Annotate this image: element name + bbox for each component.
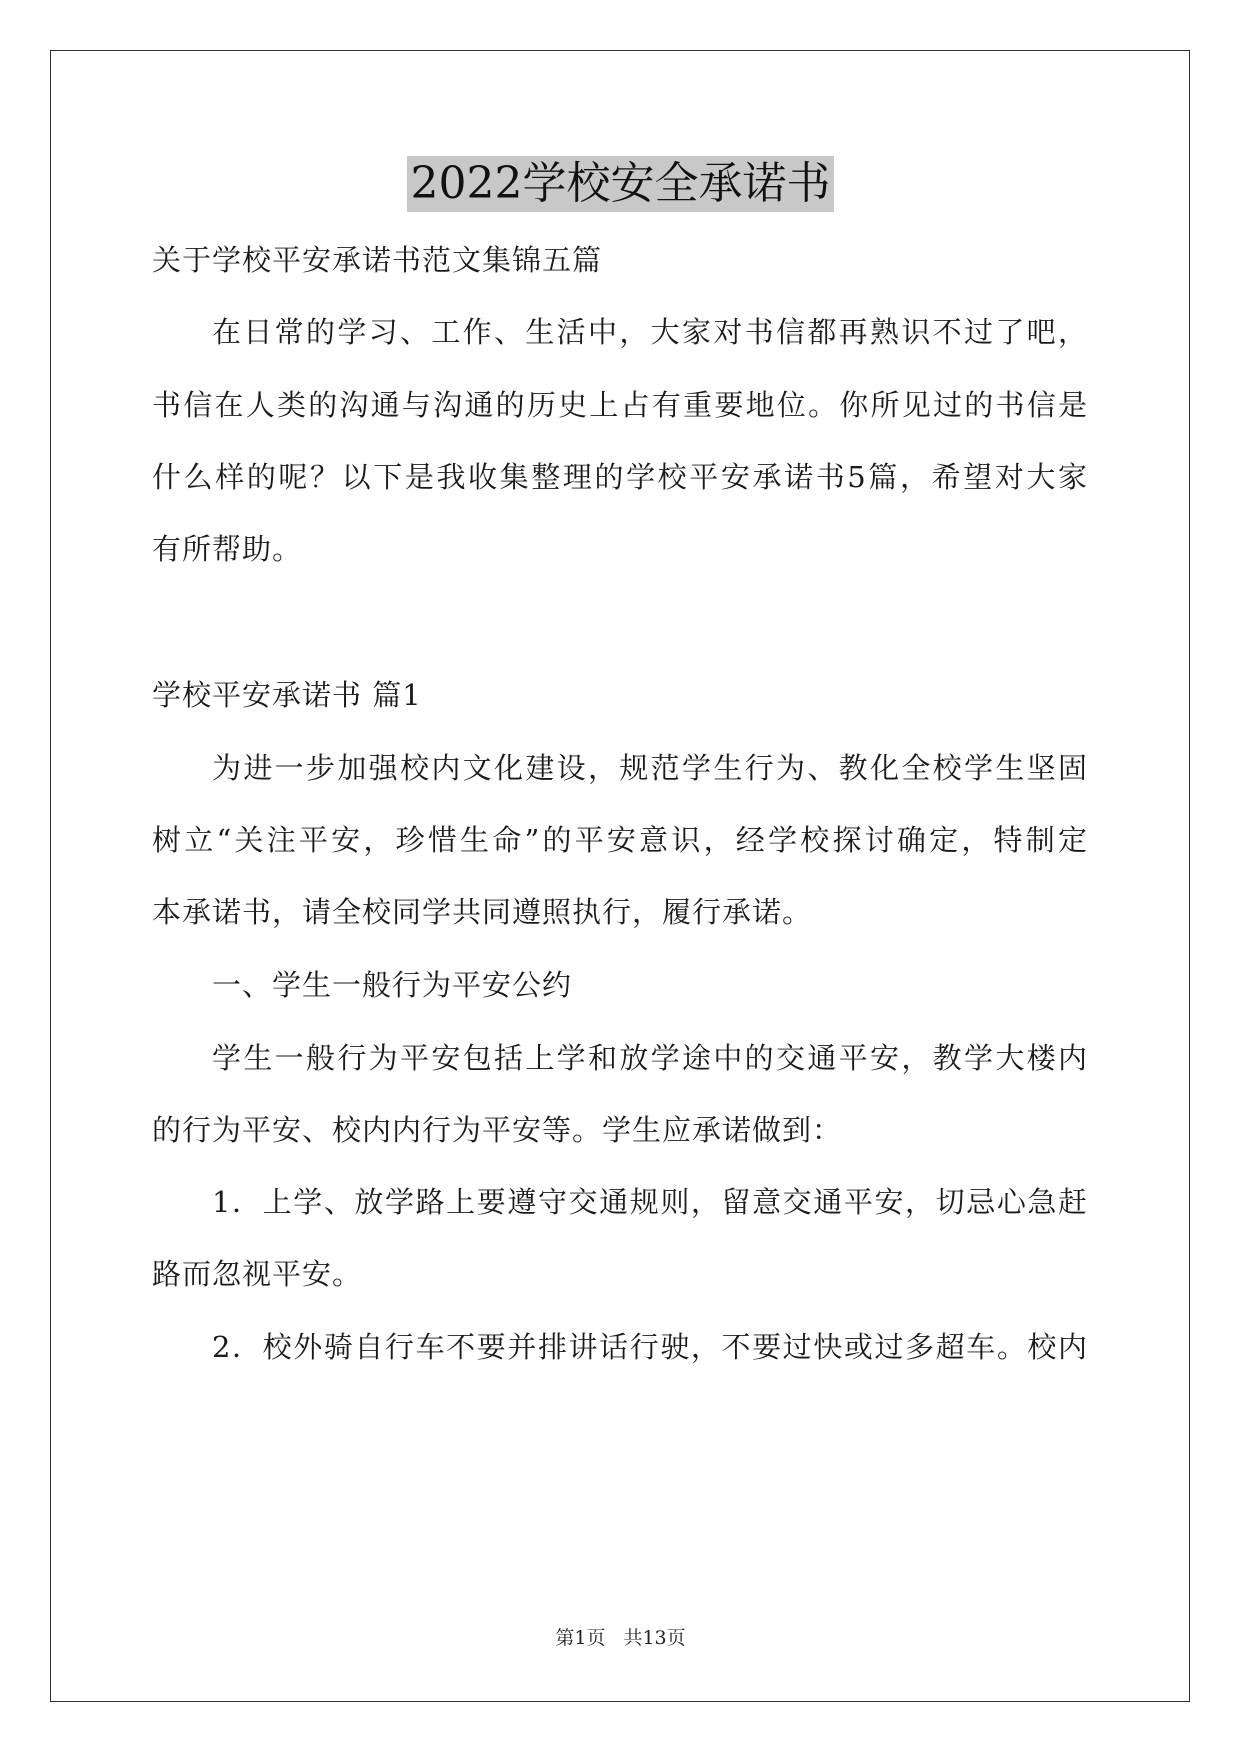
page-border [50, 50, 1190, 1702]
document-title: 2022学校安全承诺书 [407, 156, 835, 212]
subsection-heading: 一、学生一般行为平安公约 [212, 968, 573, 1002]
paragraph-line: 为进一步加强校内文化建设，规范学生行为、教化全校学生坚固 [212, 751, 1088, 785]
list-item-line: 2．校外骑自行车不要并排讲话行驶，不要过快或过多超车。校内 [212, 1330, 1088, 1364]
list-item-line: 路而忽视平安。 [152, 1257, 363, 1291]
document-subtitle: 关于学校平安承诺书范文集锦五篇 [152, 243, 603, 277]
page-number: 第1页 [555, 1627, 606, 1649]
page-total: 共13页 [623, 1627, 686, 1649]
paragraph-line: 书信在人类的沟通与沟通的历史上占有重要地位。你所见过的书信是 [152, 388, 1088, 422]
title-container [0, 156, 1241, 212]
paragraph-line: 的行为平安、校内内行为平安等。学生应承诺做到： [152, 1113, 843, 1147]
list-item-line: 1．上学、放学路上要遵守交通规则，留意交通平安，切忌心急赶 [212, 1185, 1088, 1219]
section-heading: 学校平安承诺书 篇1 [152, 678, 422, 712]
paragraph-line: 什么样的呢？以下是我收集整理的学校平安承诺书5篇，希望对大家 [152, 460, 1088, 494]
page-footer [0, 1626, 1241, 1650]
paragraph-line: 学生一般行为平安包括上学和放学途中的交通平安，教学大楼内 [212, 1041, 1088, 1075]
paragraph-line: 有所帮助。 [152, 532, 303, 566]
paragraph-line: 本承诺书，请全校同学共同遵照执行，履行承诺。 [152, 895, 813, 929]
paragraph-line: 树立“关注平安，珍惜生命”的平安意识，经学校探讨确定，特制定 [152, 823, 1088, 857]
paragraph-line: 在日常的学习、工作、生活中，大家对书信都再熟识不过了吧， [212, 315, 1088, 349]
